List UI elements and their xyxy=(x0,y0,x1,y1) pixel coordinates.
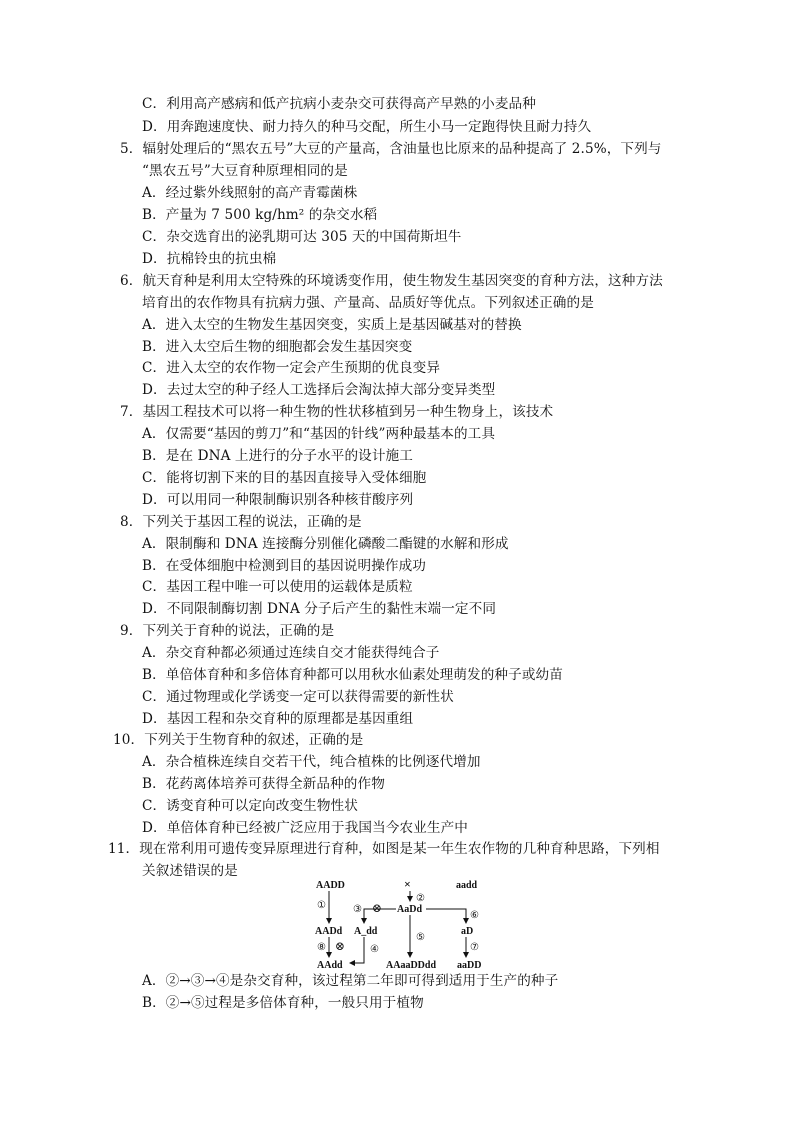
q4-option-c: C．利用高产感病和低产抗病小麦杂交可获得高产早熟的小麦品种 xyxy=(142,96,536,112)
genotype-aadd-f1: AaDd xyxy=(397,904,423,915)
step-5-label: ⑤ xyxy=(416,932,425,943)
selfing-symbol: ⊗ xyxy=(372,901,383,915)
q11-option-b: B．②→⑤过程是多倍体育种，一般只用于植物 xyxy=(142,995,424,1011)
q6-stem: 6．航天育种是利用太空特殊的环境诱变作用，使生物发生基因突变的育种方法，这种方法 xyxy=(120,273,663,289)
step-2-label: ② xyxy=(416,893,425,904)
q9-stem: 9．下列关于育种的说法，正确的是 xyxy=(120,623,335,639)
q6-option-a: A．进入太空的生物发生基因突变，实质上是基因碱基对的替换 xyxy=(142,317,522,333)
q5-option-d: D．抗棉铃虫的抗虫棉 xyxy=(142,251,277,267)
genotype-a-dd: A_dd xyxy=(354,926,378,937)
genotype-aadd-homozygous: aaDD xyxy=(457,960,482,971)
q10-option-b: B．花药离体培养可获得全新品种的作物 xyxy=(142,776,385,792)
genotype-ad: aD xyxy=(461,926,474,937)
q9-option-c: C．通过物理或化学诱变一定可以获得需要的新性状 xyxy=(142,689,454,705)
q7-option-c: C．能将切割下来的目的基因直接导入受体细胞 xyxy=(142,470,427,486)
q10-option-c: C．诱变育种可以定向改变生物性状 xyxy=(142,798,358,814)
q9-option-a: A．杂交育种都必须通过连续自交才能获得纯合子 xyxy=(142,645,440,661)
q6-option-c: C．进入太空的农作物一定会产生预期的优良变异 xyxy=(142,360,441,376)
genotype-aadd-bottom: AAdd xyxy=(317,960,343,971)
step-6-label: ⑥ xyxy=(470,910,479,921)
step-1-label: ① xyxy=(317,900,326,911)
genotype-aaaaddd: AAaaDDdd xyxy=(386,960,437,971)
q10-stem: 10．下列关于生物育种的叙述，正确的是 xyxy=(113,732,364,748)
q10-option-d: D．单倍体育种已经被广泛应用于我国当今农业生产中 xyxy=(142,820,468,836)
q5-stem: 5．辐射处理后的“黑农五号”大豆的产量高，含油量也比原来的品种提高了 2.5%，下列与 xyxy=(120,141,662,157)
q8-option-b: B．在受体细胞中检测到目的基因说明操作成功 xyxy=(142,558,426,574)
q11-option-a: A．②→③→④是杂交育种，该过程第二年即可得到适用于生产的种子 xyxy=(142,973,559,989)
q8-option-c: C．基因工程中唯一可以使用的运载体是质粒 xyxy=(142,579,413,595)
q7-option-d: D．可以用同一种限制酶识别各种核苷酸序列 xyxy=(142,492,414,508)
genotype-aadd-parent: AADD xyxy=(316,880,345,891)
q7-stem: 7．基因工程技术可以将一种生物的性状移植到另一种生物身上，该技术 xyxy=(120,404,554,420)
q10-option-a: A．杂合植株连续自交若干代，纯合植株的比例逐代增加 xyxy=(142,754,481,770)
step-3-label: ③ xyxy=(353,904,362,915)
step-8-label: ⑧ xyxy=(317,942,326,953)
genotype-aadd-row2: AADd xyxy=(315,926,343,937)
breeding-diagram xyxy=(300,874,500,972)
genotype-aadd-other-parent: aadd xyxy=(456,880,478,891)
q7-option-a: A．仅需要“基因的剪刀”和“基因的针线”两种最基本的工具 xyxy=(142,426,496,442)
q5-option-b: B．产量为 7 500 kg/hm² 的杂交水稻 xyxy=(142,207,378,223)
q8-stem: 8．下列关于基因工程的说法，正确的是 xyxy=(120,514,362,530)
step-4-label: ④ xyxy=(370,944,379,955)
q5-option-c: C．杂交选育出的泌乳期可达 305 天的中国荷斯坦牛 xyxy=(142,229,462,245)
q6-option-d: D．去过太空的种子经人工选择后会淘汰掉大部分变异类型 xyxy=(142,382,496,398)
q6-stem-cont: 培育出的农作物具有抗病力强、产量高、品质好等优点。下列叙述正确的是 xyxy=(142,295,594,311)
q11-stem: 11．现在常利用可遗传变异原理进行育种，如图是某一年生农作物的几种育种思路，下列相 xyxy=(108,841,660,857)
q9-option-d: D．基因工程和杂交育种的原理都是基因重组 xyxy=(142,711,414,727)
q8-option-d: D．不同限制酶切割 DNA 分子后产生的黏性末端一定不同 xyxy=(142,601,497,617)
q11-stem-cont: 关叙述错误的是 xyxy=(142,863,238,879)
cross-symbol: × xyxy=(404,877,411,891)
step-7-label: ⑦ xyxy=(470,942,479,953)
q6-option-b: B．进入太空后生物的细胞都会发生基因突变 xyxy=(142,339,413,355)
q4-option-d: D．用奔跑速度快、耐力持久的种马交配，所生小马一定跑得快且耐力持久 xyxy=(142,119,592,135)
q8-option-a: A．限制酶和 DNA 连接酶分别催化磷酸二酯键的水解和形成 xyxy=(142,536,509,552)
q5-option-a: A．经过紫外线照射的高产青霉菌株 xyxy=(142,185,358,201)
q5-stem-cont: “黑农五号”大豆育种原理相同的是 xyxy=(142,163,348,179)
q7-option-b: B．是在 DNA 上进行的分子水平的设计施工 xyxy=(142,448,413,464)
selfing-symbol-2: ⊗ xyxy=(335,939,346,953)
q9-option-b: B．单倍体育种和多倍体育种都可以用秋水仙素处理萌发的种子或幼苗 xyxy=(142,667,563,683)
